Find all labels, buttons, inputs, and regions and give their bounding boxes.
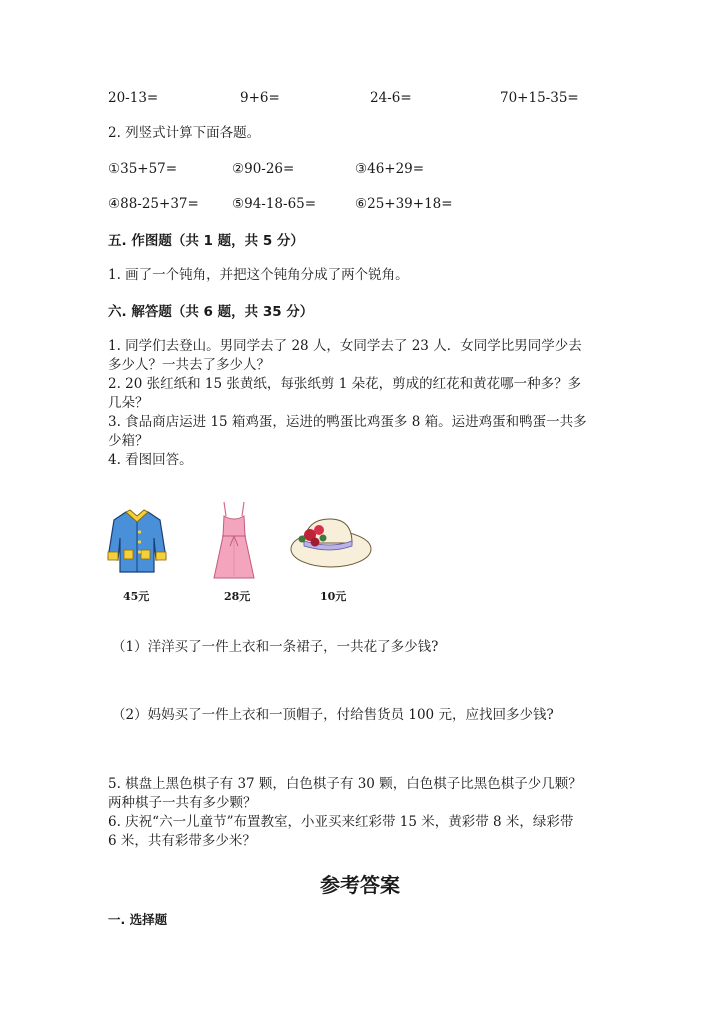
oral-calc-2: 9+6= — [240, 90, 280, 106]
dress-icon — [210, 500, 258, 580]
jacket-icon — [106, 508, 168, 576]
answers-section-1: 一. 选择题 — [108, 912, 168, 927]
section-6-heading: 六. 解答题（共 6 题，共 35 分） — [108, 304, 314, 320]
section-6-q1-line2: 多少人？一共去了多少人？ — [108, 357, 270, 373]
vertical-calc-5: ⑤94-18-65= — [232, 196, 317, 212]
hat-icon — [290, 513, 372, 571]
section-6-q3-line1: 3. 食品商店运进 15 箱鸡蛋，运进的鸭蛋比鸡蛋多 8 箱。运进鸡蛋和鸭蛋一共多 — [108, 414, 587, 430]
section-5-heading: 五. 作图题（共 1 题，共 5 分） — [108, 233, 304, 249]
section-6-q1-line1: 1. 同学们去登山。男同学去了 28 人，女同学去了 23 人．女同学比男同学少去 — [108, 338, 582, 354]
vertical-calc-6: ⑥25+39+18= — [355, 196, 453, 212]
answers-title: 参考答案 — [320, 873, 400, 897]
vertical-calc-1: ①35+57= — [108, 161, 178, 177]
section-6-q4-sub1: （1）洋洋买了一件上衣和一条裙子，一共花了多少钱? — [112, 639, 439, 655]
question-2-title: 2. 列竖式计算下面各题。 — [108, 125, 261, 141]
section-6-q2-line2: 几朵？ — [108, 395, 149, 411]
section-6-q6-line1: 6. 庆祝“六一儿童节”布置教室，小亚买来红彩带 15 米，黄彩带 8 米，绿彩带 — [108, 814, 574, 830]
section-6-q5-line1: 5. 棋盘上黑色棋子有 37 颗，白色棋子有 30 颗，白色棋子比黑色棋子少几颗？ — [108, 776, 582, 792]
vertical-calc-3: ③46+29= — [355, 161, 425, 177]
dress-price: 28元 — [224, 590, 251, 603]
hat-price: 10元 — [320, 590, 347, 603]
section-5-question-1: 1. 画了一个钝角，并把这个钝角分成了两个锐角。 — [108, 267, 409, 283]
vertical-calc-2: ②90-26= — [232, 161, 295, 177]
section-6-q6-line2: 6 米，共有彩带多少米？ — [108, 833, 256, 849]
section-6-q5-line2: 两种棋子一共有多少颗？ — [108, 795, 257, 811]
section-6-q4: 4. 看图回答。 — [108, 452, 193, 468]
section-6-q2-line1: 2. 20 张红纸和 15 张黄纸，每张纸剪 1 朵花，剪成的红花和黄花哪一种多？多 — [108, 376, 582, 392]
vertical-calc-4: ④88-25+37= — [108, 196, 199, 212]
oral-calc-1: 20-13= — [108, 90, 159, 106]
jacket-price: 45元 — [123, 590, 150, 603]
oral-calc-4: 70+15-35= — [500, 90, 579, 106]
oral-calc-3: 24-6= — [370, 90, 412, 106]
section-6-q3-line2: 少箱？ — [108, 433, 149, 449]
section-6-q4-sub2: （2）妈妈买了一件上衣和一顶帽子，付给售货员 100 元，应找回多少钱? — [112, 707, 554, 723]
